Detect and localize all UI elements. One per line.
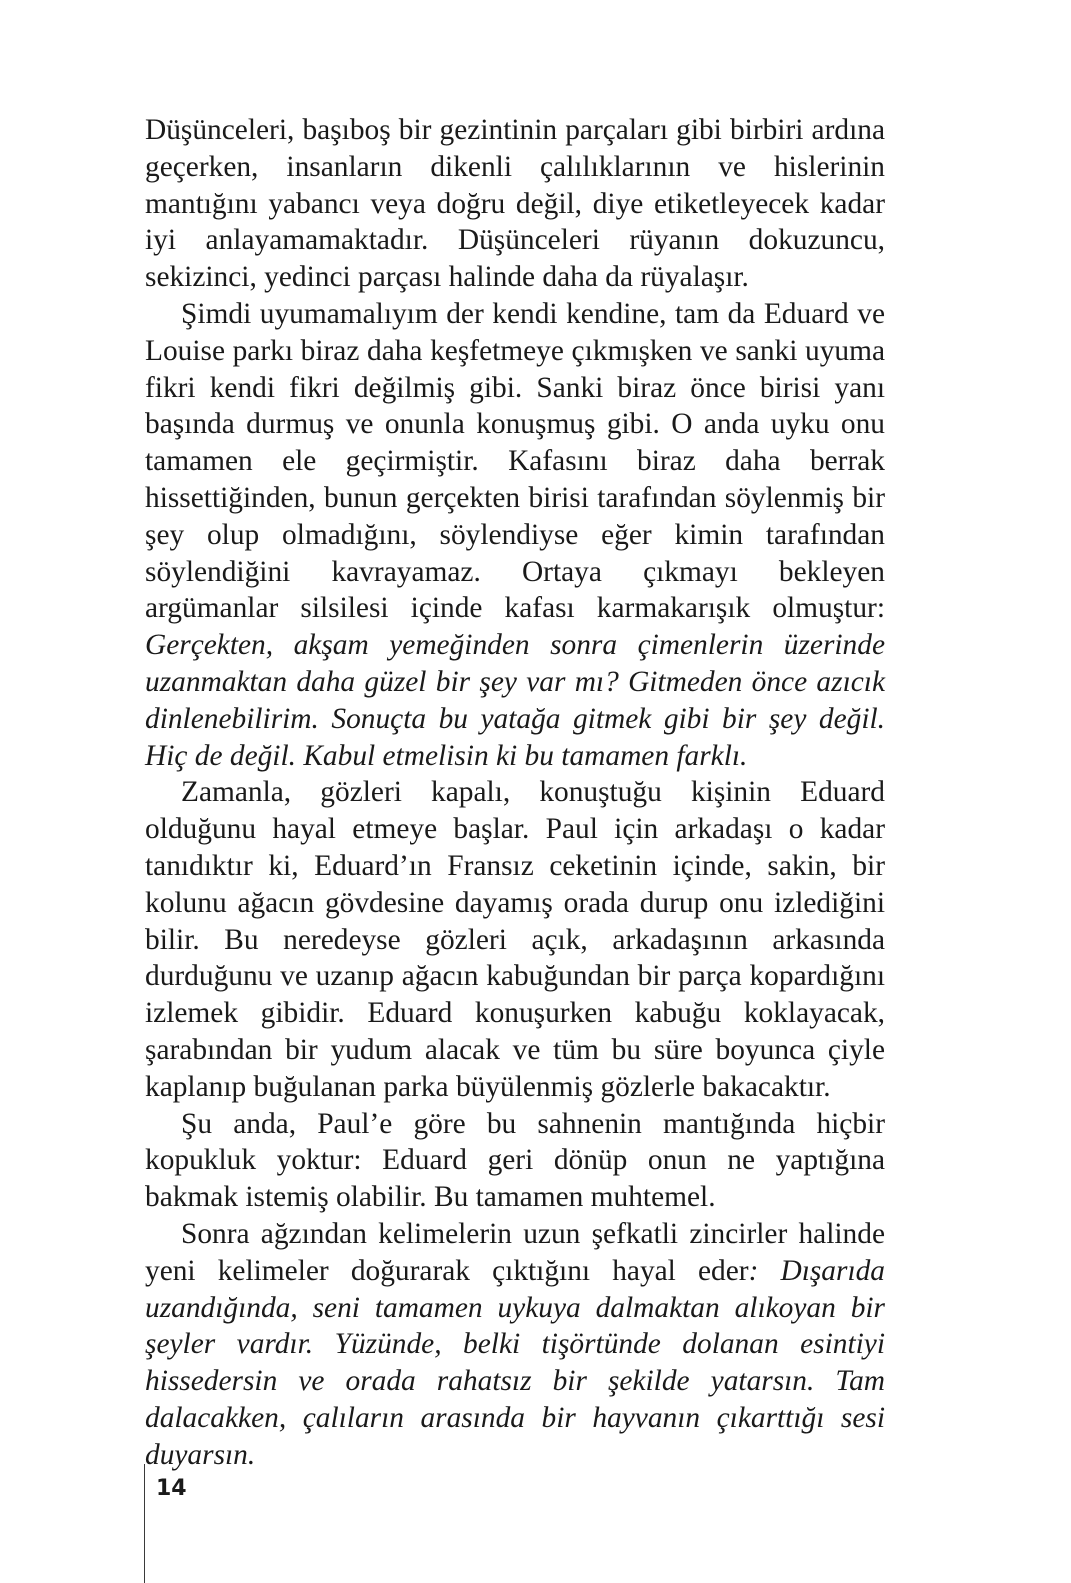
paragraph-2 bbox=[145, 296, 885, 774]
paragraph-3 bbox=[145, 774, 885, 1105]
paragraph-2-italic-text: Gerçekten, akşam yemeğinden sonra çimenlerin üzerinde uzanmaktan daha güzel bir şey var mı? Gitmeden önce azıcık dinlenebilirim. Sonuçta bu yatağa gitmek gibi bir şey değil. Hiç de değil. Kabul etmelisin ki bu tamamen farklı. bbox=[145, 629, 885, 772]
page-body bbox=[145, 112, 885, 1473]
paragraph-4-text: Şu anda, Paul’e göre bu sahnenin mantığında hiçbir kopukluk yoktur: Eduard geri dönüp onun ne yaptığına bakmak istemiş olabilir. Bu tamamen muhtemel. bbox=[145, 1107, 885, 1214]
paragraph-3-text: Zamanla, gözleri kapalı, konuştuğu kişinin Eduard olduğunu hayal etmeye başlar. Paul için arkadaşı o kadar tanıdıktır ki, Eduard’ın Fransız ceketinin içinde, sakin, bir kolunu ağacın gövdesine dayamış orada durup onu izlediğini bilir. Bu neredeyse gözleri açık, arkadaşının arkasında durduğunu ve uzanıp ağacın kabuğundan bir parça kopardığını izlemek gibidir. Eduard konuşurken kabuğu koklayacak, şarabından bir yudum alacak ve tüm bu süre boyunca çiyle kaplanıp buğulanan parka büyülenmiş gözlerle bakacaktır. bbox=[145, 776, 885, 1103]
gutter-rule bbox=[144, 1464, 145, 1583]
page-number: 14 bbox=[156, 1476, 187, 1501]
paragraph-5-italic-text: : Dışarıda uzandığında, seni tamamen uykuya dalmaktan alıkoyan bir şeyler vardır. Yüzünde, belki tişörtünde dolanan esintiyi hissedersin ve orada rahatsız bir şekilde yatarsın. Tam dalacakken, çalıların arasında bir hayvanın çıkarttığı sesi duyarsın. bbox=[145, 1254, 885, 1471]
paragraph-2-text: Şimdi uyumamalıyım der kendi kendine, tam da Eduard ve Louise parkı biraz daha keşfetmeye çıkmışken ve sanki uyuma fikri kendi fikri değilmiş gibi. Sanki biraz önce birisi yanı başında durmuş ve onunla konuşmuş gibi. O anda uyku onu tamamen ele geçirmiştir. Kafasını biraz daha berrak hissettiğinden, bunun gerçekten birisi tarafından söylenmiş bir şey olup olmadığını, söylendiyse eğer kimin tarafından söylendiğini kavrayamaz. Ortaya çıkmayı bekleyen argümanlar silsilesi içinde kafası karmakarışık olmuştur: bbox=[145, 297, 885, 625]
paragraph-5 bbox=[145, 1216, 885, 1474]
paragraph-1 bbox=[145, 112, 885, 296]
paragraph-4 bbox=[145, 1106, 885, 1216]
paragraph-5-text: Sonra ağzından kelimelerin uzun şefkatli zincirler halinde yeni kelimeler doğurarak çıktığını hayal eder bbox=[145, 1217, 885, 1287]
paragraph-1-text: Düşünceleri, başıboş bir gezintinin parçaları gibi birbiri ardına geçerken, insanların dikenli çalılıklarının ve hislerinin mantığını yabancı veya doğru değil, diye etiketleyecek kadar iyi anlayamamaktadır. Düşünceleri rüyanın dokuzuncu, sekizinci, yedinci parçası halinde daha da rüyalaşır. bbox=[145, 114, 885, 294]
